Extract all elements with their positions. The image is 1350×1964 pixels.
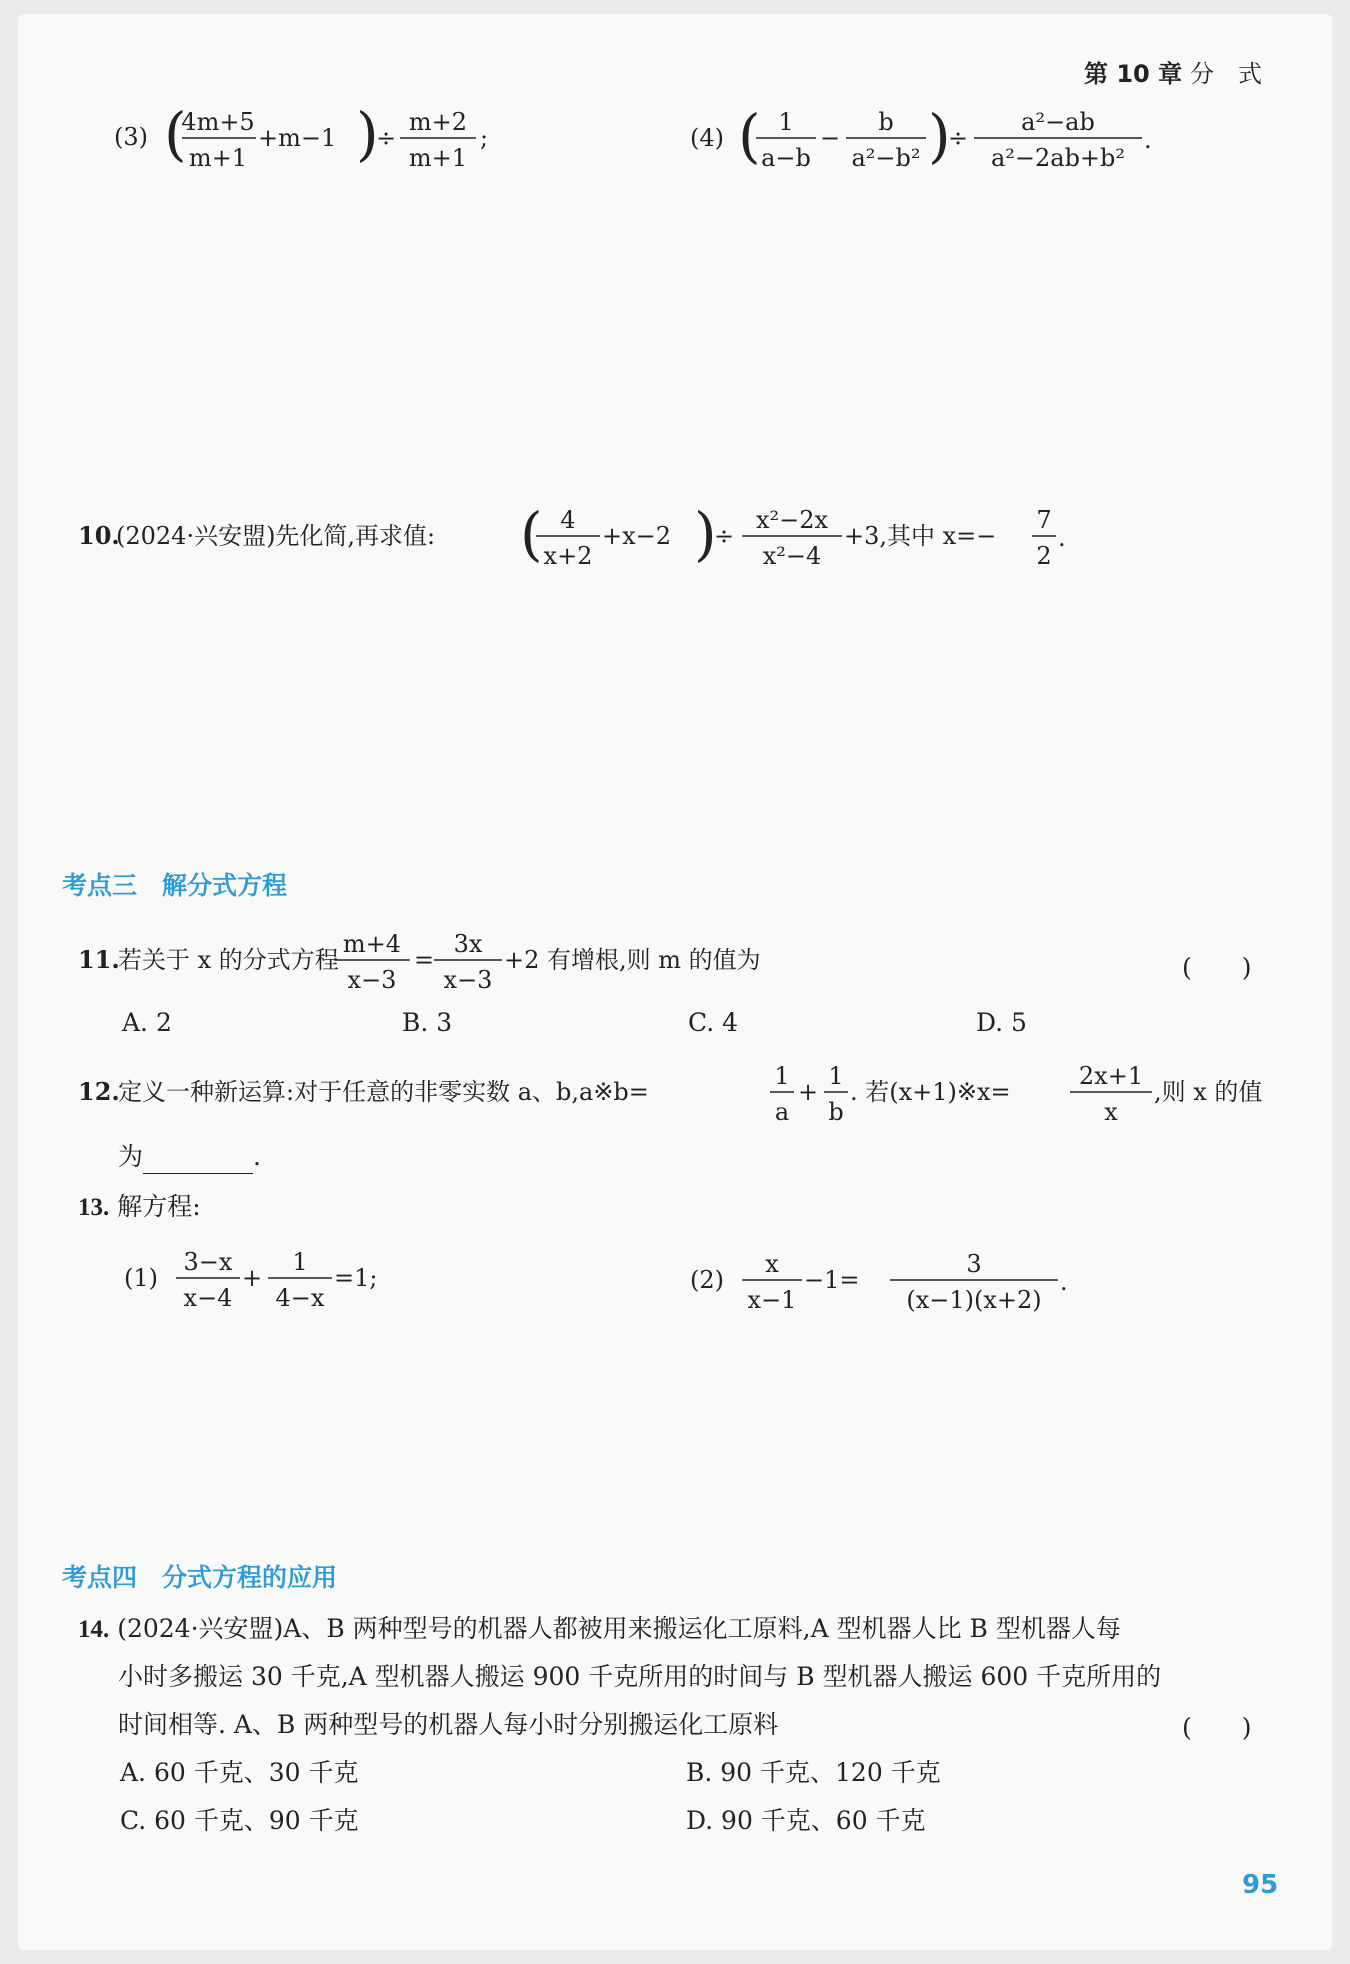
q9-part4-numerator-2: b [878,108,894,136]
q9-part3-label: (3) [114,123,148,151]
right-paren: ) [356,100,379,168]
question-number: 14. [78,1616,110,1643]
q11-denominator-2: x−3 [443,966,493,994]
q13-part1-numerator-2: 1 [292,1248,308,1276]
q10-numerator-1: 4 [560,506,576,534]
q13-part2-numerator-2: 3 [966,1250,982,1278]
q12-numerator-1: 1 [774,1062,790,1090]
q12-plus: + [798,1078,819,1106]
question-12 [78,1054,1318,1134]
q12-line2-text: 为 [118,1142,144,1171]
page-number: 95 [1242,1870,1279,1900]
question-14-line-1 [78,1612,1121,1647]
question-13 [78,1190,201,1225]
q12-end: . [253,1142,261,1171]
q11-prefix: 若关于 x 的分式方程 [118,946,339,974]
q14-line3: 时间相等. A、B 两种型号的机器人每小时分别搬运化工原料 [118,1710,779,1739]
section-3-heading: 考点三 解分式方程 [62,871,288,900]
answer-bracket: ( ) [1182,1713,1252,1742]
right-paren: ) [928,102,951,170]
q13-part2-label: (2) [690,1266,724,1294]
q14-line1: (2024·兴安盟)A、B 两种型号的机器人都被用来搬运化工原料,A 型机器人比 B 型机器人每 [117,1614,1121,1643]
chapter-label: 第 10 章 [1084,60,1183,88]
question-number: 12. [78,1077,120,1106]
q13-part1-end: =1; [334,1264,378,1292]
q12-answer-blank[interactable] [143,1145,253,1174]
q13-part1-plus: + [242,1264,263,1292]
q12-line-2 [118,1140,261,1174]
q13-part1-numerator-1: 3−x [183,1248,233,1276]
q13-part2 [690,1242,1110,1322]
q13-part2-denominator-2: (x−1)(x+2) [906,1286,1042,1314]
q11-option-b: B. 3 [402,1008,453,1037]
q9-part3-denominator-2: m+1 [408,144,468,172]
q11-option-a: A. 2 [122,1008,172,1037]
q12-denominator-3: x [1104,1098,1118,1126]
q9-part4-denominator-1: a−b [761,144,811,172]
q13-part1-label: (1) [124,1264,158,1292]
q9-part4-numerator-3: a²−ab [1021,108,1095,136]
q9-part3-middle: +m−1 [258,124,337,152]
question-number: 11. [78,945,120,974]
q10-numerator-2: x²−2x [755,506,829,534]
q9-part3-numerator-2: m+2 [408,108,468,136]
q9-part3-numerator-1: 4m+5 [181,108,255,136]
q12-denominator-2: b [828,1098,844,1126]
q10-denominator-3: 2 [1036,542,1052,570]
q14-option-b: B. 90 千克、120 千克 [686,1758,941,1787]
question-number: 13. [78,1194,110,1221]
q10-divide: ÷ [714,522,735,550]
q9-part4-divide: ÷ [948,124,969,152]
left-paren: ( [164,100,187,168]
left-paren: ( [520,500,543,568]
q10-prefix: (2024·兴安盟)先化简,再求值: [116,522,436,550]
answer-bracket: ( ) [1182,953,1252,982]
q13-part2-middle: −1= [804,1266,860,1294]
q9-part4 [690,100,1170,180]
q9-part4-numerator-1: 1 [778,108,794,136]
q11-denominator-1: x−3 [347,966,397,994]
q13-part2-denominator-1: x−1 [747,1286,797,1314]
q13-text: 解方程: [117,1192,201,1221]
q9-part4-minus: − [820,124,841,152]
q14-option-c: C. 60 千克、90 千克 [120,1806,359,1835]
q12-prefix: 定义一种新运算:对于任意的非零实数 a、b,a※b= [118,1078,649,1106]
section-4-heading: 考点四 分式方程的应用 [62,1563,338,1592]
q10-denominator-2: x²−4 [762,542,822,570]
q14-line2: 小时多搬运 30 千克,A 型机器人搬运 900 千克所用的时间与 B 型机器人搬运 600 千克所用的 [118,1662,1162,1691]
q11-suffix: +2 有增根,则 m 的值为 [504,946,761,974]
q13-part2-end: . [1060,1268,1068,1296]
q10-denominator-1: x+2 [543,542,593,570]
q11-option-d: D. 5 [976,1008,1027,1037]
q9-part3-denominator-1: m+1 [188,144,248,172]
right-paren: ) [694,500,717,568]
q13-part1-denominator-1: x−4 [183,1284,233,1312]
q13-part1 [124,1240,444,1320]
q9-part4-label: (4) [690,124,724,152]
q14-option-d: D. 90 千克、60 千克 [686,1806,926,1835]
q11-numerator-2: 3x [453,930,483,958]
q12-middle: . 若(x+1)※x= [850,1078,1011,1106]
q9-part4-denominator-2: a²−b² [851,144,921,172]
left-paren: ( [738,102,761,170]
q12-denominator-1: a [774,1098,790,1126]
q10-after: +3,其中 x=− [844,522,997,550]
q10-end: . [1058,524,1066,552]
chapter-title: 分 式 [1190,60,1262,88]
q12-numerator-2: 1 [828,1062,844,1090]
q9-part3-end: ; [480,124,489,152]
q13-part1-denominator-2: 4−x [275,1284,325,1312]
q10-middle: +x−2 [602,522,672,550]
question-10 [78,498,1078,578]
q9-part4-denominator-3: a²−2ab+b² [990,144,1126,172]
q11-numerator-1: m+4 [342,930,402,958]
q9-part4-end: . [1144,126,1152,154]
q14-option-a: A. 60 千克、30 千克 [120,1758,359,1787]
q13-part2-numerator-1: x [765,1250,779,1278]
textbook-page [18,14,1332,1950]
question-11 [78,922,1078,1002]
q11-option-c: C. 4 [688,1008,739,1037]
q12-suffix: ,则 x 的值 [1154,1078,1263,1106]
question-number: 10. [78,521,120,550]
q9-part3 [114,100,534,180]
q9-part3-divide: ÷ [376,124,397,152]
q10-numerator-3: 7 [1036,506,1052,534]
q11-equals: = [414,946,435,974]
q12-numerator-3: 2x+1 [1078,1062,1144,1090]
